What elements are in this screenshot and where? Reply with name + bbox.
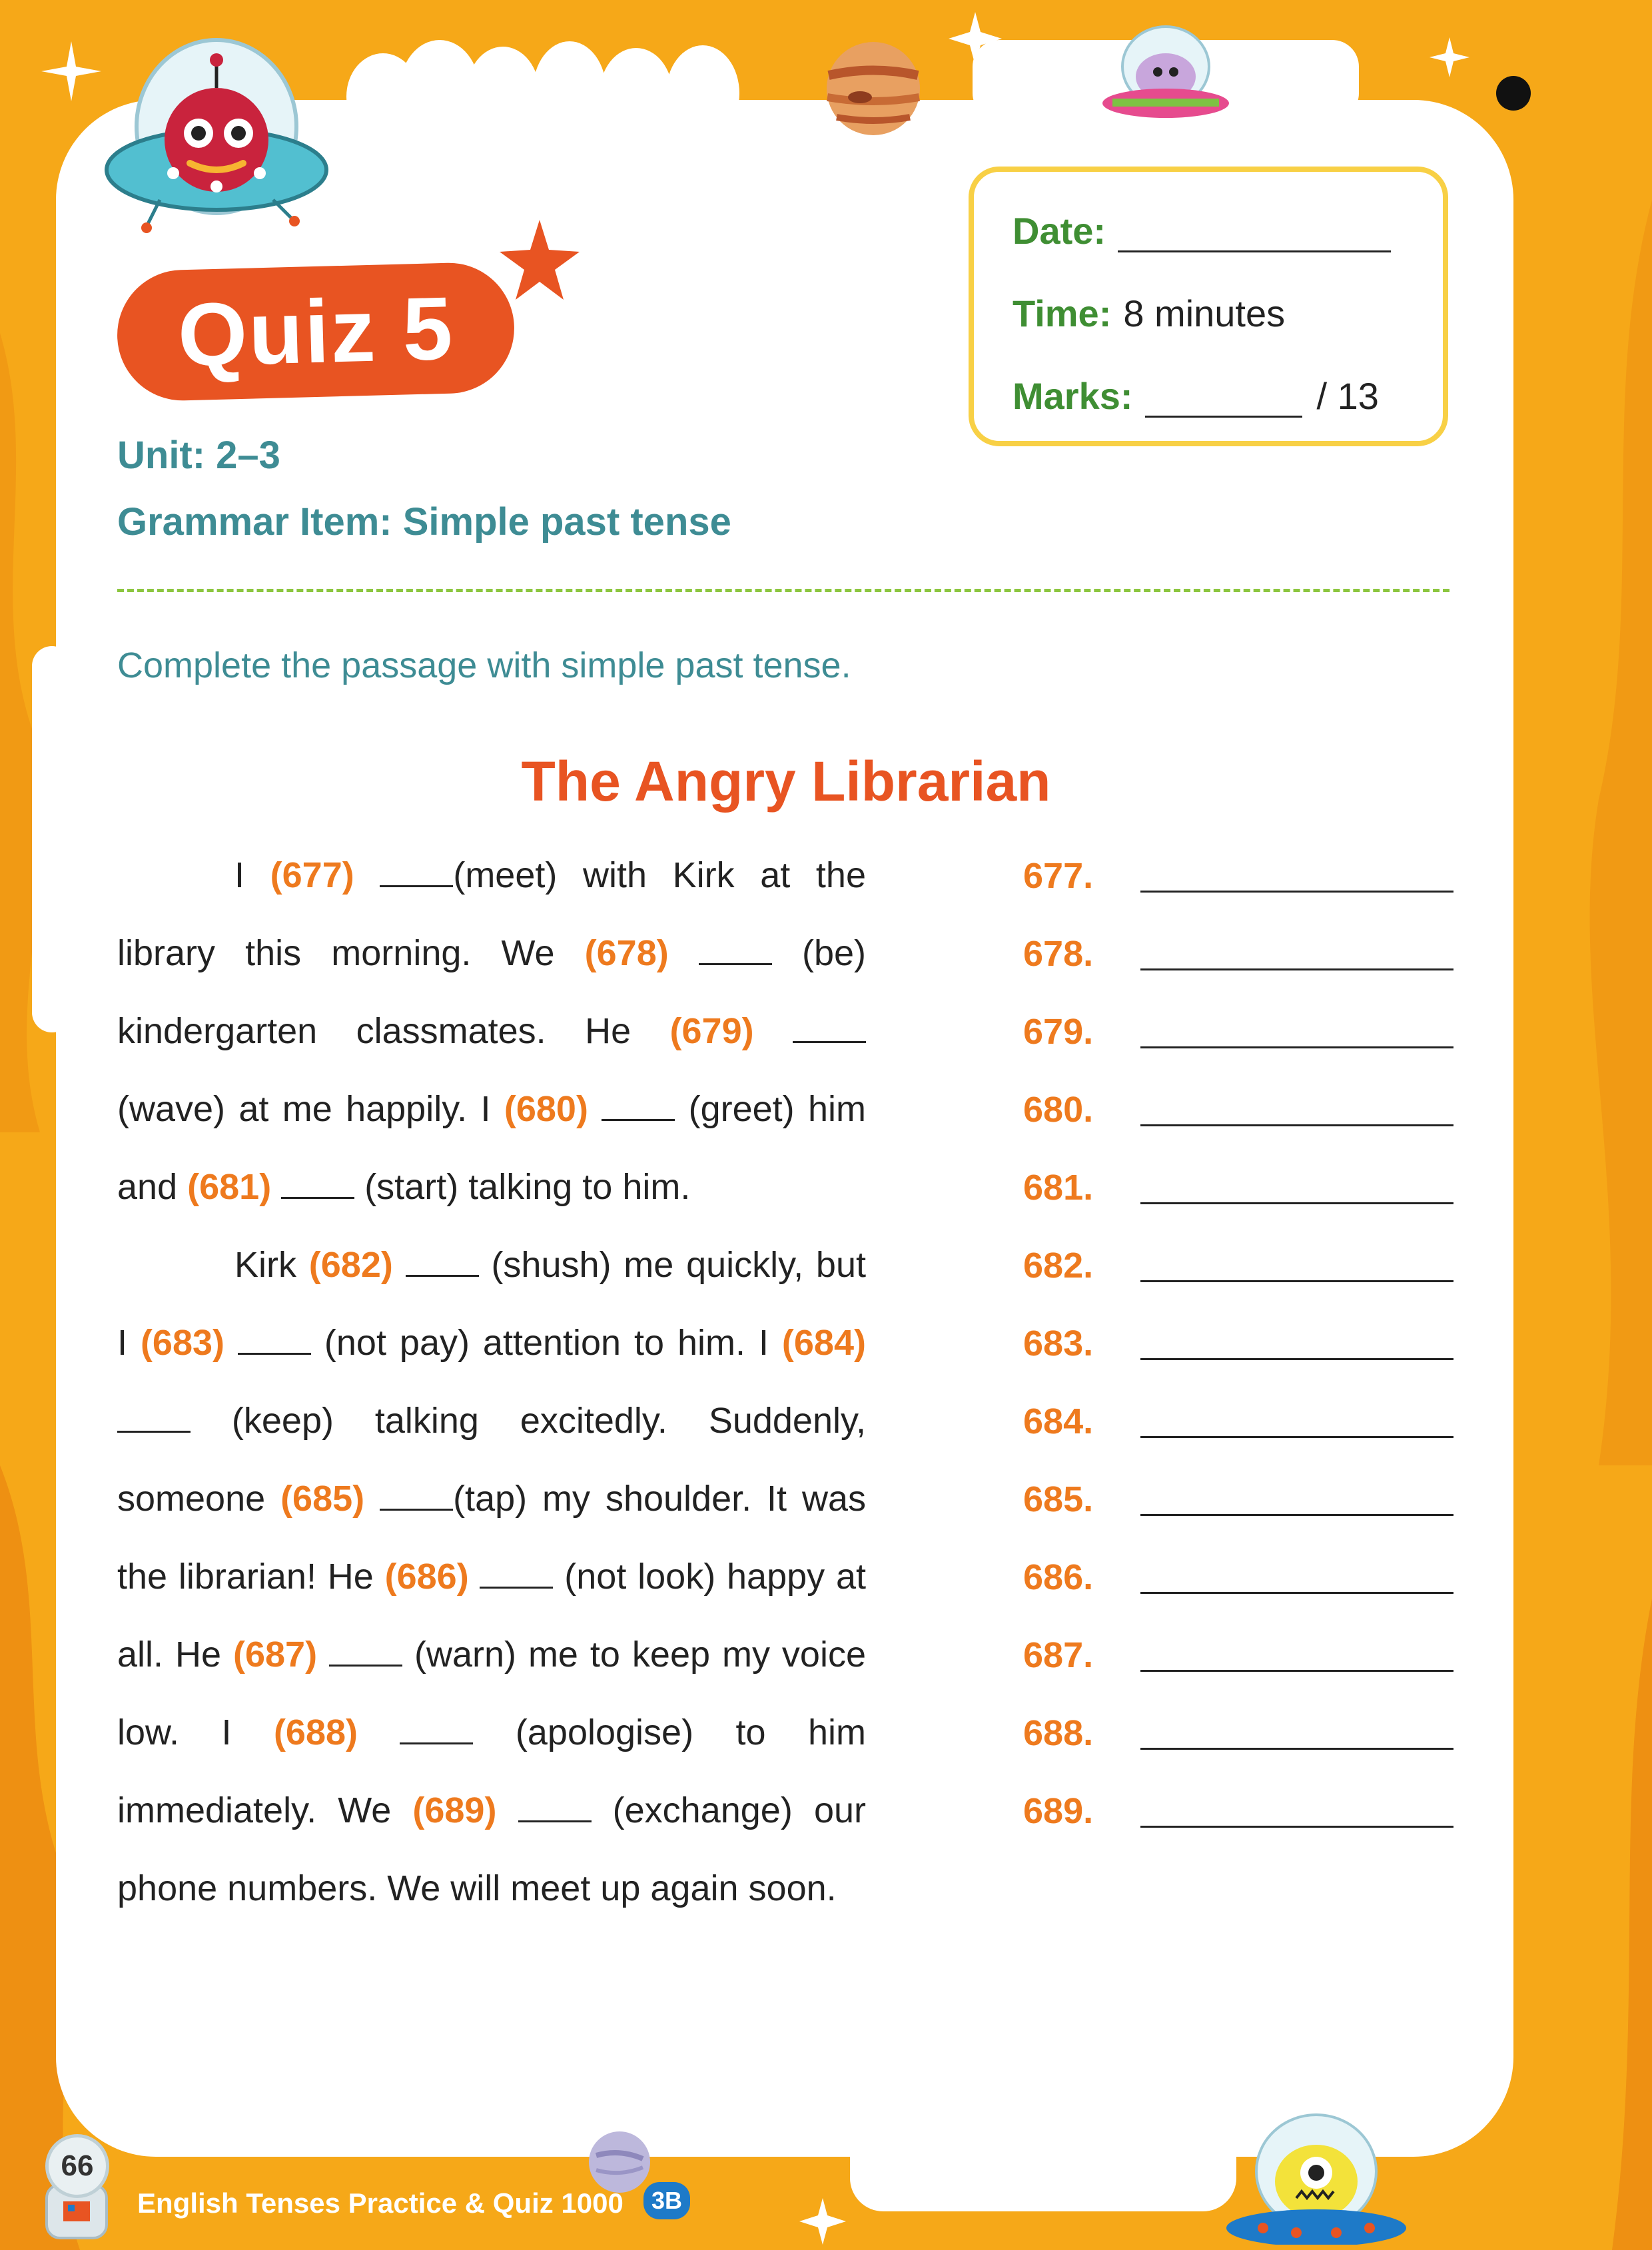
answer-field[interactable] [1140, 1643, 1453, 1672]
star-icon [493, 213, 586, 306]
question-number: (680) [504, 1089, 588, 1129]
star-icon [1430, 37, 1469, 77]
time-value: 8 minutes [1123, 292, 1286, 334]
question-number: (689) [412, 1790, 497, 1830]
answer-row [1023, 1538, 1456, 1616]
star-icon [1279, 53, 1332, 107]
dot-icon [1493, 73, 1533, 113]
inline-blank [518, 1794, 592, 1822]
question-number: (679) [669, 1011, 754, 1051]
marks-total: / 13 [1316, 375, 1379, 417]
answer-number: 686. [1023, 1557, 1094, 1597]
question-number: (688) [273, 1712, 358, 1752]
star-icon [799, 2198, 846, 2245]
inline-blank [699, 937, 772, 965]
star-icon [41, 41, 101, 101]
inline-blank [117, 1404, 191, 1433]
inline-blank [400, 1716, 473, 1744]
inline-blank [380, 1482, 453, 1511]
info-box [969, 167, 1448, 446]
answer-field[interactable] [1140, 1565, 1453, 1594]
answer-number: 678. [1023, 933, 1094, 974]
question-number: (678) [584, 933, 669, 973]
date-label: Date: [1013, 210, 1106, 252]
answer-field[interactable] [1140, 942, 1453, 970]
time-row [1013, 292, 1285, 335]
answer-row [1023, 1616, 1456, 1694]
answer-row [1023, 1694, 1456, 1772]
passage-title: The Angry Librarian [521, 750, 1051, 813]
answer-field[interactable] [1140, 1487, 1453, 1516]
grammar-item-label: Grammar Item: Simple past tense [117, 500, 731, 544]
answer-row [1023, 837, 1456, 915]
passage-paragraph-1: I (677) (meet) with Kirk at the library this morning. We (678) (be) kindergarten classmates. He (679) (wave) at me happily. I (680) (greet) him and (681) (start) talking to him. [117, 855, 866, 1207]
instruction-text: Complete the passage with simple past tense. [117, 645, 851, 685]
question-number: (683) [140, 1323, 225, 1363]
date-row [1013, 209, 1391, 252]
answer-field[interactable] [1140, 1799, 1453, 1828]
answer-field[interactable] [1140, 1721, 1453, 1750]
answer-field[interactable] [1140, 1098, 1453, 1126]
answer-field[interactable] [1140, 1409, 1453, 1438]
answer-row [1023, 1382, 1456, 1460]
answer-number: 683. [1023, 1323, 1094, 1363]
answer-field[interactable] [1140, 1331, 1453, 1360]
inline-blank [793, 1014, 866, 1043]
book-title: English Tenses Practice & Quiz 1000 [137, 2187, 623, 2219]
unit-label: Unit: 2–3 [117, 434, 280, 477]
answer-row [1023, 1460, 1456, 1538]
inline-blank [406, 1248, 479, 1277]
question-number: (677) [270, 855, 354, 895]
quiz-title-badge [116, 261, 516, 402]
card-bottom-tab [850, 2118, 1236, 2211]
answer-number: 684. [1023, 1401, 1094, 1441]
planet-icon [823, 39, 923, 139]
question-number: (686) [384, 1557, 469, 1597]
alien-spaceship-icon [1099, 20, 1232, 120]
answer-number: 682. [1023, 1245, 1094, 1286]
passage-paragraph-2: Kirk (682) (shush) me quickly, but I (683) (not pay) attention to him. I (684) (keep) talking excitedly. Suddenly, someone (685) (tap) my shoulder. It was the librarian! He (686) (not look) happy at all. He (687) (warn) me to keep my voice low. I (688) (apologise) to him immediately. We (689) (exchange) our phone numbers. We will meet up again soon. [117, 1245, 867, 1908]
star-icon [949, 12, 1002, 65]
answer-row [1023, 1148, 1456, 1226]
question-number: (682) [308, 1245, 393, 1285]
inline-blank [281, 1170, 354, 1199]
answer-number: 687. [1023, 1635, 1094, 1675]
section-divider [117, 589, 1449, 592]
answer-row [1023, 915, 1456, 992]
marks-row [1013, 374, 1379, 418]
page-number: 66 [45, 2134, 109, 2198]
answer-field[interactable] [1140, 1020, 1453, 1048]
answer-number: 677. [1023, 855, 1094, 896]
answer-field[interactable] [1140, 864, 1453, 893]
marks-label: Marks: [1013, 375, 1133, 417]
answer-number: 689. [1023, 1790, 1094, 1831]
answer-number: 681. [1023, 1167, 1094, 1208]
answer-row [1023, 1772, 1456, 1850]
answer-row [1023, 1070, 1456, 1148]
answer-number: 679. [1023, 1011, 1094, 1052]
volume-badge: 3B [643, 2182, 690, 2219]
planet-icon [586, 2129, 653, 2195]
answer-list [1023, 837, 1456, 1850]
date-field[interactable] [1118, 250, 1391, 252]
time-label: Time: [1013, 292, 1112, 334]
question-number: (681) [187, 1167, 272, 1207]
inline-blank [602, 1092, 675, 1121]
question-number: (685) [280, 1479, 365, 1519]
answer-row [1023, 992, 1456, 1070]
alien-spaceship-icon [1223, 2111, 1410, 2245]
quiz-title: Quiz 5 [177, 278, 455, 385]
marks-field[interactable] [1145, 415, 1302, 418]
answer-number: 688. [1023, 1712, 1094, 1753]
question-number: (684) [781, 1323, 866, 1363]
answer-number: 680. [1023, 1089, 1094, 1130]
inline-blank [380, 859, 453, 887]
answer-number: 685. [1023, 1479, 1094, 1519]
answer-row [1023, 1226, 1456, 1304]
passage-text [117, 837, 866, 1928]
inline-blank [329, 1638, 402, 1667]
answer-field[interactable] [1140, 1176, 1453, 1204]
question-number: (687) [232, 1635, 318, 1675]
alien-spaceship-icon [100, 27, 340, 240]
inline-blank [238, 1326, 311, 1355]
inline-blank [480, 1560, 553, 1589]
answer-field[interactable] [1140, 1254, 1453, 1282]
answer-row [1023, 1304, 1456, 1382]
